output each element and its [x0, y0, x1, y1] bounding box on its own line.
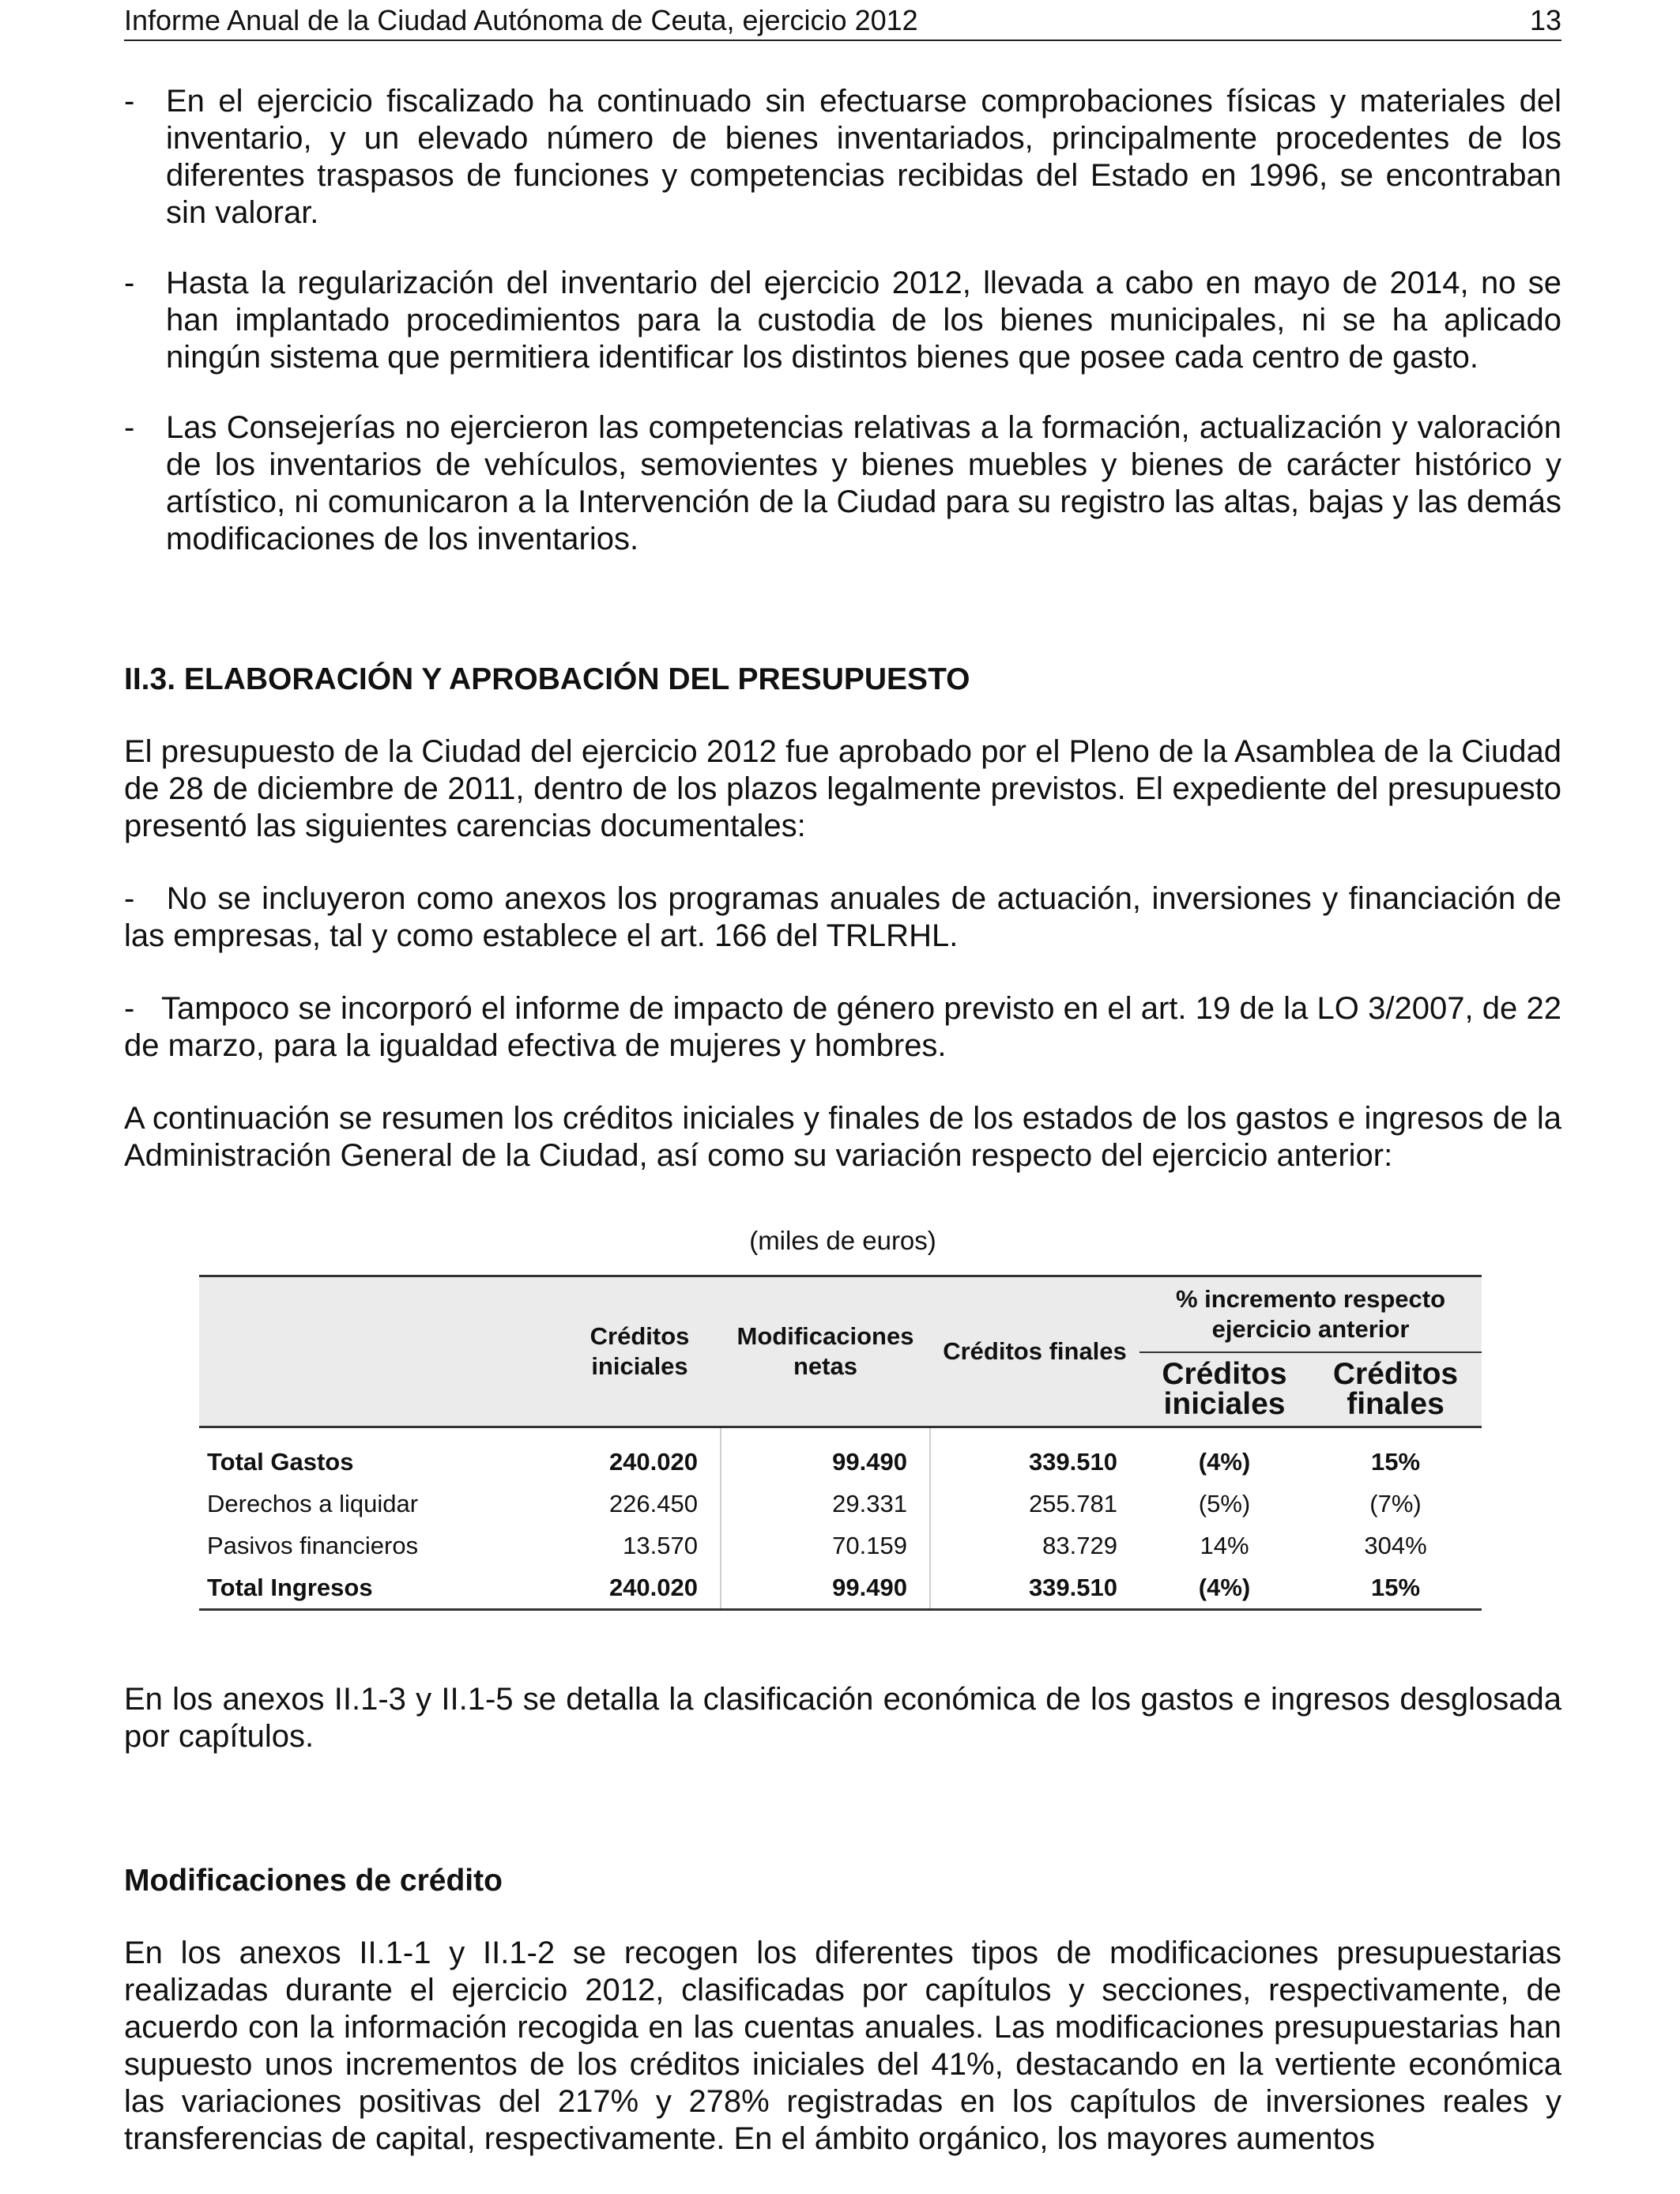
header-pct-group: % incremento respecto ejercicio anterior [1175, 1285, 1446, 1343]
page-content [124, 83, 1561, 1174]
after-table-text: En los anexos II.1-3 y II.1-5 se detalla la clasificación económica de los gastos e ingresos desglosada por capítulos. [124, 1682, 1561, 1754]
subsection-text: En los anexos II.1-1 y II.1-2 se recogen los diferentes tipos de modificaciones presupuestarias realizadas durante el ejercicio 2012, clasificadas por capítulos y secciones, respectivamente, de acuerdo con la información recogida en las cuentas anuales. Las modificaciones presupuestarias han supuesto unos incrementos de los créditos iniciales del 41%, destacando en la vertiente económica las variaciones positivas del 217% y 278% registradas en los capítulos de inversiones reales y transferencias de capital, respectivamente. En el ámbito orgánico, los mayores aumentos [124, 1936, 1561, 2156]
header-creditos-finales: Créditos finales [943, 1337, 1127, 1365]
subsection-heading: Modificaciones de crédito [124, 1864, 503, 1898]
table-unit: (miles de euros) [749, 1226, 936, 1255]
section-heading: II.3. ELABORACIÓN Y APROBACIÓN DEL PRESUPUESTO [124, 662, 970, 696]
bullet-item: - No se incluyeron como anexos los programas anuales de actuación, inversiones y financiación de las empresas, tal y como establece el art. 166 del TRLRHL. [124, 881, 1561, 953]
summary-intro: A continuación se resumen los créditos iniciales y finales de los estados de los gastos e ingresos de la Administración General de la Ciudad, así como su variación respecto del ejercicio anterior: [124, 1101, 1561, 1173]
table-row: Derechos a liquidar 226.450 29.331 255.781 (5%) (7%) [199, 1483, 1482, 1525]
bullet-item: - Tampoco se incorporó el informe de impacto de género previsto en el art. 19 de la LO 3/2007, de 22 de marzo, para la igualdad efectiva de mujeres y hombres. [124, 991, 1561, 1063]
header-empty [199, 1276, 559, 1427]
header-modificaciones-netas: Modificaciones netas [736, 1322, 914, 1380]
page-header [124, 2, 1561, 41]
table-row: Pasivos financieros 13.570 70.159 83.729 14% 304% [199, 1525, 1482, 1566]
table-row: Total Gastos 240.020 99.490 339.510 (4%) 15% [199, 1427, 1482, 1483]
report-title: Informe Anual de la Ciudad Autónoma de Ceuta, ejercicio 2012 [124, 4, 918, 36]
header-pct-iniciales: Créditos iniciales [1139, 1352, 1309, 1427]
page-number: 13 [1529, 4, 1561, 36]
table-row: Total Ingresos 240.020 99.490 339.510 (4%) 15% [199, 1566, 1482, 1610]
bullet-item: - En el ejercicio fiscalizado ha continuado sin efectuarse comprobaciones físicas y materiales del inventario, y un elevado número de bienes inventariados, principalmente procedentes de los diferentes traspasos de funciones y competencias recibidas del Estado en 1996, se encontraban sin valorar. [124, 84, 1561, 230]
page-content-lower [124, 1681, 1561, 2158]
section-intro: El presupuesto de la Ciudad del ejercicio 2012 fue aprobado por el Pleno de la Asamblea de la Ciudad de 28 de diciembre de 2011, dentro de los plazos legalmente previstos. El expediente del presupuesto presentó las siguientes carencias documentales: [124, 734, 1561, 843]
bullet-item: - Las Consejerías no ejercieron las competencias relativas a la formación, actualización y valoración de los inventarios de vehículos, semovientes y bienes muebles y bienes de carácter histórico y artístico, ni comunicaron a la Intervención de la Ciudad para su registro las altas, bajas y las demás modificaciones de los inventarios. [124, 410, 1561, 556]
header-pct-finales: Créditos finales [1309, 1352, 1482, 1427]
header-creditos-iniciales: Créditos iniciales [590, 1322, 690, 1380]
budget-table [199, 1275, 1482, 1611]
bullet-item: - Hasta la regularización del inventario del ejercicio 2012, llevada a cabo en mayo de 2014, no se han implantado procedimientos para la custodia de los bienes municipales, ni se ha aplicado ningún sistema que permitiera identificar los distintos bienes que posee cada centro de gasto. [124, 266, 1561, 375]
